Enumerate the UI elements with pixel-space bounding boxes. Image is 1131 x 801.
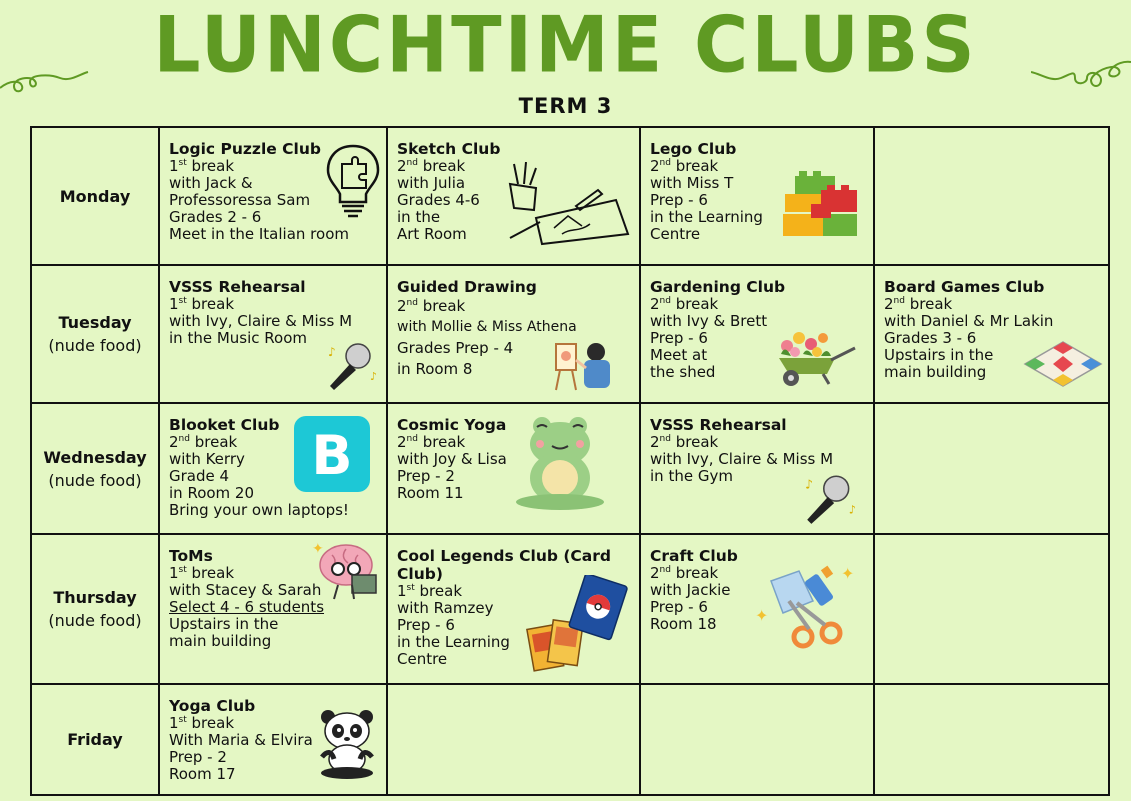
day-name: Monday <box>59 186 131 206</box>
empty-cell <box>874 684 1109 795</box>
club-detail: Prep - 6 <box>650 329 708 347</box>
club-detail: Upstairs in the <box>169 615 279 633</box>
club-break: 2nd break <box>397 297 466 315</box>
club-detail: Prep - 6 <box>650 598 708 616</box>
microphone-icon <box>324 340 380 392</box>
club-detail: with Daniel & Mr Lakin <box>884 312 1054 330</box>
svg-text:✦: ✦ <box>755 606 769 625</box>
club-detail: Grades 4-6 <box>397 191 480 209</box>
club-detail: Meet in the Italian room <box>169 225 349 243</box>
club-detail: with Kerry <box>169 450 245 468</box>
club-detail: with Ramzey <box>397 599 494 617</box>
club-break: 2nd break <box>650 157 719 175</box>
club-detail: Bring your own laptops! <box>169 501 349 519</box>
row-thursday <box>31 534 1109 684</box>
club-detail: with Jack & <box>169 174 253 192</box>
club-detail: Room 18 <box>650 615 717 633</box>
club-detail: in Room 20 <box>169 484 255 502</box>
club-detail: in the Learning <box>650 208 763 226</box>
club-name: Logic Puzzle Club <box>169 140 321 158</box>
club-cell-logic-puzzle <box>159 127 387 265</box>
club-break: 2nd break <box>650 295 719 313</box>
club-detail: with Ivy, Claire & Miss M <box>169 312 353 330</box>
club-break: 2nd break <box>650 564 719 582</box>
club-break: 1st break <box>169 564 234 582</box>
svg-text:♪: ♪ <box>848 502 856 517</box>
empty-cell <box>640 684 874 795</box>
club-cell-yoga <box>159 684 387 795</box>
day-cell-friday <box>31 684 159 795</box>
page-title: LUNCHTIME CLUBS <box>153 0 978 91</box>
empty-cell <box>874 403 1109 534</box>
row-friday <box>31 684 1109 795</box>
club-detail: with Miss T <box>650 174 734 192</box>
club-detail: Centre <box>650 225 701 243</box>
club-detail: with Stacey & Sarah <box>169 581 322 599</box>
club-detail: Upstairs in the <box>884 346 994 364</box>
club-detail: with Mollie & Miss Athena <box>397 319 577 335</box>
club-break: 2nd break <box>884 295 953 313</box>
club-cell-cosmic-yoga <box>387 403 640 534</box>
club-detail: Grades 3 - 6 <box>884 329 977 347</box>
club-name: Gardening Club <box>650 278 786 296</box>
club-detail: Select 4 - 6 students <box>169 598 325 616</box>
club-detail: Prep - 2 <box>169 748 227 766</box>
club-detail: Prep - 2 <box>397 467 455 485</box>
club-detail: With Maria & Elvira <box>169 731 313 749</box>
club-detail: in the Music Room <box>169 329 307 347</box>
day-name: Wednesday <box>43 447 147 467</box>
club-cell-lego <box>640 127 874 265</box>
row-wednesday <box>31 403 1109 534</box>
club-detail: main building <box>169 632 272 650</box>
club-break: 1st break <box>397 582 462 600</box>
club-break: 2nd break <box>397 433 466 451</box>
club-detail: the shed <box>650 363 716 381</box>
svg-text:✦: ✦ <box>841 564 855 583</box>
club-break: 1st break <box>169 295 234 313</box>
svg-text:♪: ♪ <box>805 476 814 492</box>
club-detail: Meet at <box>650 346 708 364</box>
club-name: VSSS Rehearsal <box>169 278 306 296</box>
club-break: 2nd break <box>397 157 466 175</box>
day-name: Tuesday <box>58 313 132 332</box>
row-monday <box>31 127 1109 265</box>
club-name: Cosmic Yoga <box>397 416 507 434</box>
row-tuesday <box>31 265 1109 403</box>
club-detail: Prep - 6 <box>650 191 708 209</box>
club-cell-board-games <box>874 265 1109 403</box>
day-note: (nude food) <box>48 470 142 490</box>
day-cell-thursday <box>31 534 159 684</box>
club-name: ToMs <box>169 547 213 565</box>
empty-cell <box>387 684 640 795</box>
club-detail: main building <box>884 363 987 381</box>
day-cell-monday <box>31 127 159 265</box>
club-detail: with Joy & Lisa <box>397 450 507 468</box>
club-cell-cool-legends <box>387 534 640 684</box>
club-detail: Professoressa Sam <box>169 191 311 209</box>
club-cell-sketch <box>387 127 640 265</box>
club-detail: Art Room <box>397 225 467 243</box>
empty-cell <box>874 534 1109 684</box>
club-cell-vsss-rehearsal <box>159 265 387 403</box>
club-detail: Prep - 6 <box>397 616 455 634</box>
club-break: 1st break <box>169 157 234 175</box>
club-detail: in the Learning <box>397 633 510 651</box>
day-name: Thursday <box>53 588 137 607</box>
club-detail: with Ivy & Brett <box>650 312 768 330</box>
club-name: Lego Club <box>650 140 737 158</box>
day-cell-wednesday <box>31 403 159 534</box>
svg-text:B: B <box>311 424 353 487</box>
club-detail: in the <box>397 208 441 226</box>
page-subtitle: TERM 3 <box>518 94 613 118</box>
svg-text:✦: ✦ <box>312 541 324 557</box>
day-note: (nude food) <box>48 336 142 355</box>
club-name: Sketch Club <box>397 140 501 158</box>
club-cell-vsss-rehearsal-gym <box>640 403 874 534</box>
club-name: Guided Drawing <box>397 278 537 296</box>
club-cell-guided-drawing <box>387 265 640 403</box>
day-note: (nude food) <box>48 611 142 630</box>
club-detail: with Ivy, Claire & Miss M <box>650 450 834 468</box>
club-cell-blooket <box>159 403 387 534</box>
club-break: 2nd break <box>650 433 719 451</box>
club-detail: in the Gym <box>650 467 733 485</box>
club-detail: Room 17 <box>169 765 236 783</box>
club-name: Blooket Club <box>169 416 280 434</box>
clubs-timetable <box>30 126 1110 796</box>
club-detail: Room 11 <box>397 484 464 502</box>
club-detail: with Jackie <box>650 581 731 599</box>
club-name: Cool Legends Club (Card Club) <box>397 547 612 583</box>
club-name: VSSS Rehearsal <box>650 416 787 434</box>
club-detail: in Room 8 <box>397 360 473 378</box>
club-name: Board Games Club <box>884 278 1045 296</box>
club-name: Yoga Club <box>169 697 256 715</box>
club-detail: Centre <box>397 650 448 668</box>
club-break: 1st break <box>169 714 234 732</box>
svg-text:♪: ♪ <box>370 370 378 383</box>
day-cell-tuesday <box>31 265 159 403</box>
svg-text:♪: ♪ <box>328 345 336 359</box>
club-cell-gardening <box>640 265 874 403</box>
day-name: Friday <box>67 730 123 749</box>
club-detail: Grades Prep - 4 <box>397 339 514 357</box>
club-break: 2nd break <box>169 433 238 451</box>
empty-cell <box>874 127 1109 265</box>
club-cell-craft <box>640 534 874 684</box>
club-detail: Grades 2 - 6 <box>169 208 262 226</box>
club-detail: Grade 4 <box>169 467 230 485</box>
club-cell-toms <box>159 534 387 684</box>
club-name: Craft Club <box>650 547 738 565</box>
club-detail: with Julia <box>397 174 466 192</box>
